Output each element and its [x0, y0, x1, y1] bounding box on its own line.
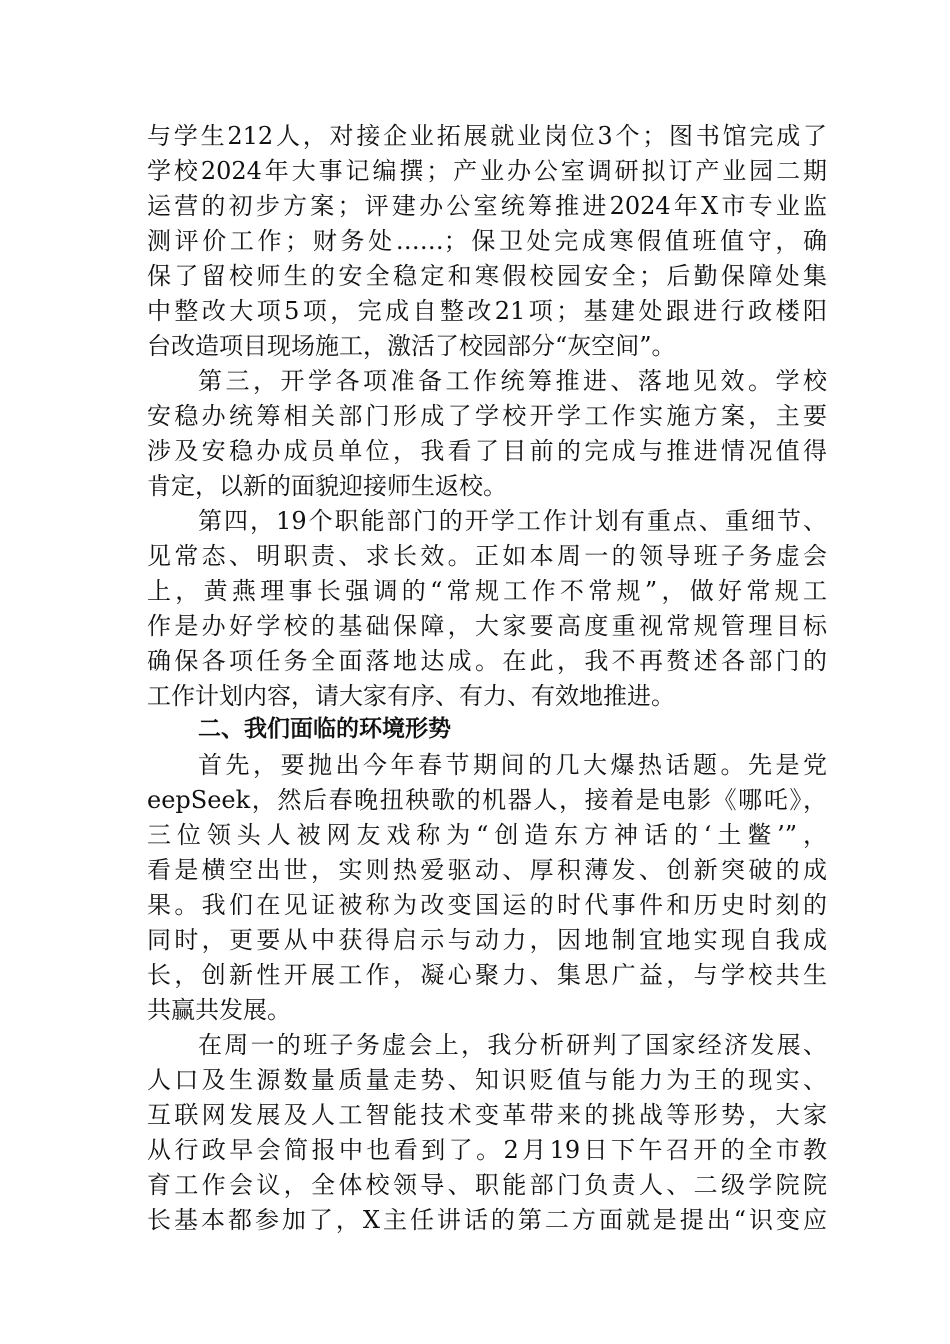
text-line: 上，黄燕理事长强调的“常规工作不常规”，做好常规工 [147, 577, 827, 605]
text-line: 第四，19个职能部门的开学工作计划有重点、重细节、 [198, 507, 827, 535]
text-line: eepSeek，然后春晚扭秧歌的机器人，接着是电影《哪吒》， [147, 786, 827, 814]
text-line: 涉及安稳办成员单位，我看了目前的完成与推进情况值得 [147, 437, 827, 465]
text-line: 工作计划内容，请大家有序、有力、有效地推进。 [147, 682, 675, 710]
text-line: 台改造项目现场施工，激活了校园部分“灰空间”。 [147, 332, 676, 360]
text-line: 看是横空出世，实则热爱驱动、厚积薄发、创新突破的成 [147, 856, 827, 884]
section-heading: 二、我们面临的环境形势 [198, 716, 451, 742]
text-line: 见常态、明职责、求长效。正如本周一的领导班子务虚会 [147, 542, 827, 570]
text-line: 同时，更要从中获得启示与动力，因地制宜地实现自我成 [147, 926, 827, 954]
text-line: 长基本都参加了，X主任讲话的第二方面就是提出“识变应 [147, 1206, 827, 1234]
text-line: 在周一的班子务虚会上，我分析研判了国家经济发展、 [198, 1031, 827, 1059]
text-line: 育工作会议，全体校领导、职能部门负责人、二级学院院 [147, 1171, 827, 1199]
text-line: 肯定，以新的面貌迎接师生返校。 [147, 472, 507, 500]
text-line: 长，创新性开展工作，凝心聚力、集思广益，与学校共生 [147, 961, 827, 989]
text-line: 第三，开学各项准备工作统筹推进、落地见效。学校 [198, 367, 827, 395]
text-line: 三位领头人被网友戏称为“创造东方神话的‘土鳖’”， [147, 821, 827, 849]
text-line: 果。我们在见证被称为改变国运的时代事件和历史时刻的 [147, 891, 827, 919]
text-line: 互联网发展及人工智能技术变革带来的挑战等形势，大家 [147, 1101, 827, 1129]
text-line: 测评价工作；财务处……；保卫处完成寒假值班值守，确 [147, 227, 827, 255]
text-line: 从行政早会简报中也看到了。2月19日下午召开的全市教 [147, 1136, 827, 1164]
text-line: 保了留校师生的安全稳定和寒假校园安全；后勤保障处集 [147, 262, 827, 290]
text-line: 确保各项任务全面落地达成。在此，我不再赘述各部门的 [147, 647, 827, 675]
text-line: 与学生212人，对接企业拓展就业岗位3个；图书馆完成了 [147, 122, 827, 150]
text-line: 安稳办统筹相关部门形成了学校开学工作实施方案，主要 [147, 402, 827, 430]
text-line: 运营的初步方案；评建办公室统筹推进2024年X市专业监 [147, 192, 827, 220]
text-line: 首先，要抛出今年春节期间的几大爆热话题。先是党 [198, 751, 827, 779]
text-line: 共赢共发展。 [147, 996, 291, 1024]
text-line: 中整改大项5项，完成自整改21项；基建处跟进行政楼阳 [147, 297, 827, 325]
text-line: 人口及生源数量质量走势、知识贬值与能力为王的现实、 [147, 1066, 827, 1094]
text-line: 学校2024年大事记编撰；产业办公室调研拟订产业园二期 [147, 157, 827, 185]
text-line: 作是办好学校的基础保障，大家要高度重视常规管理目标 [147, 612, 827, 640]
